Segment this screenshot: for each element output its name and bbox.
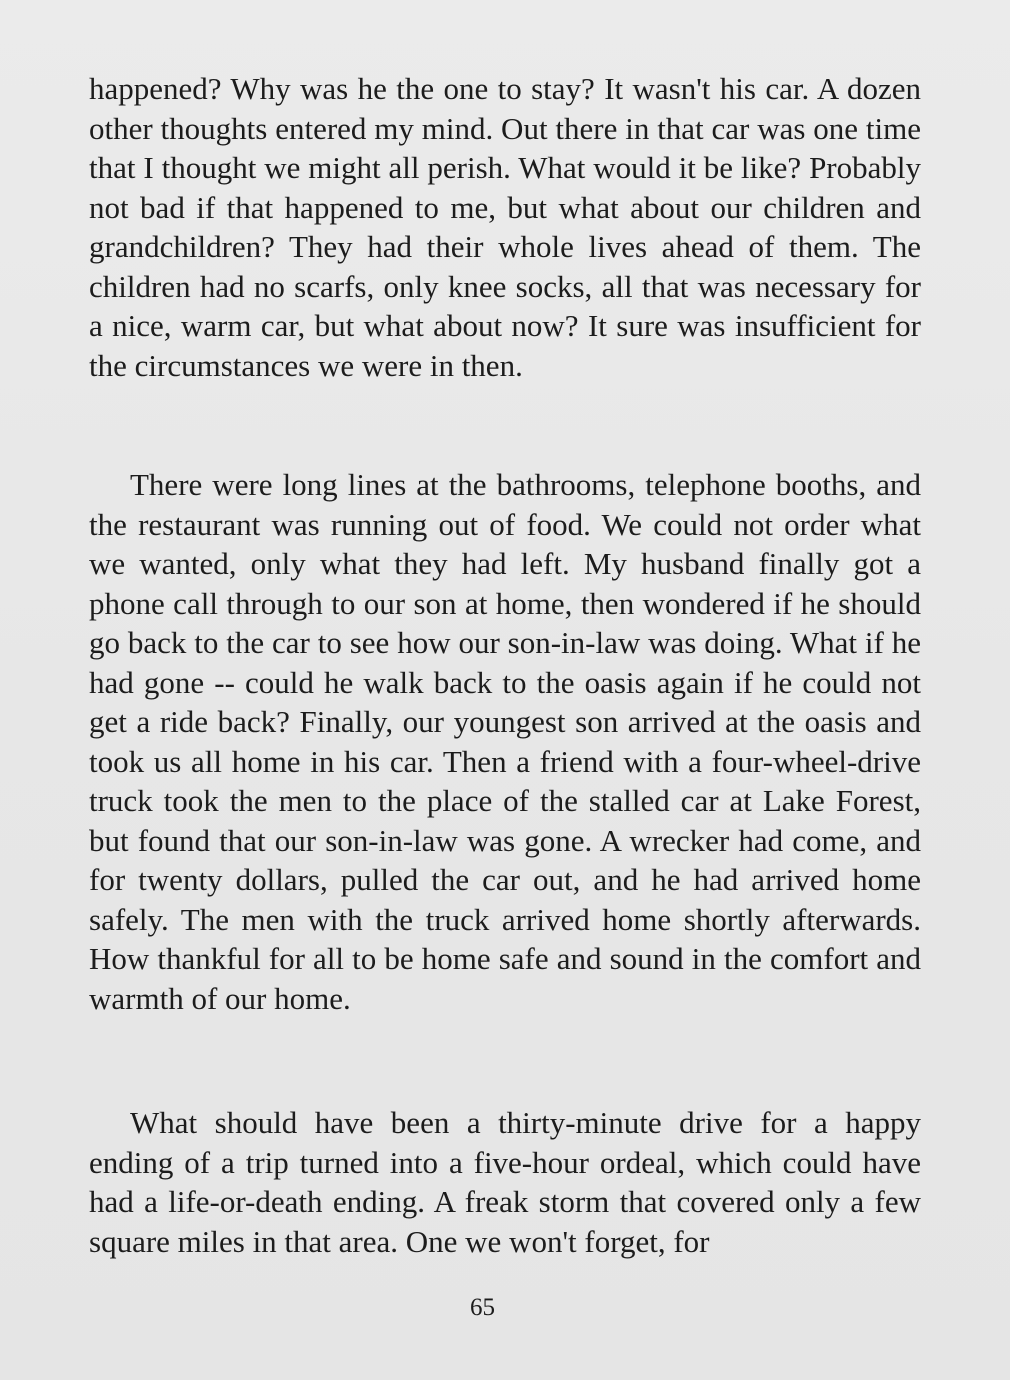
- paragraph-text: There were long lines at the bathrooms, telephone booths, and the restaurant was running out of food. We could not order what we wanted, only what they had left. My husband finally got a phone call through to our son at home, then wondered if he should go back to the car to see how our son-in-law was doing. What if he had gone -- could he walk back to the oasis again if he could not get a ride back? Finally, our youngest son arrived at the oasis and took us all home in his car. Then a friend with a four-wheel-drive truck took the men to the place of the stalled car at Lake Forest, but found that our son-in-law was gone. A wrecker had come, and for twenty dollars, pulled the car out, and he had arrived home safely. The men with the truck arrived home shortly afterwards. How thankful for all to be home safe and sound in the comfort and warmth of our home.: [89, 467, 921, 1016]
- paragraph-text: happened? Why was he the one to stay? It wasn't his car. A dozen other thoughts entered my mind. Out there in that car was one time that I thought we might all perish. What would it be like? Probably not bad if that happened to me, but what about our children and grandchildren? They had their whole lives ahead of them. The children had no scarfs, only knee socks, all that was necessary for a nice, warm car, but what about now? It sure was insufficient for the circumstances we were in then.: [89, 71, 921, 383]
- page-number: 65: [470, 1294, 495, 1321]
- paragraph-text: What should have been a thirty-minute drive for a happy ending of a trip turned into a five-hour ordeal, which could have had a life-or-death ending. A freak storm that covered only a few square miles in that area. One we won't forget, for: [89, 1105, 921, 1259]
- paragraph-2: [89, 465, 921, 1018]
- paragraph-3: [89, 1103, 921, 1261]
- paragraph-1: [89, 69, 921, 385]
